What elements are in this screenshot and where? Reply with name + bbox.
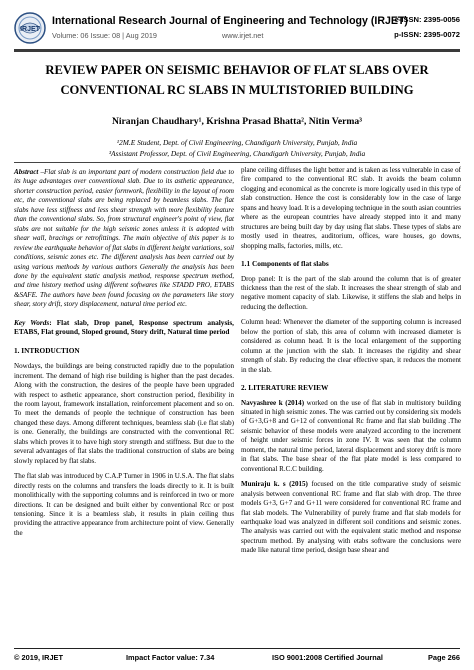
journal-header [14, 12, 460, 46]
journal-logo [14, 12, 46, 44]
title-line-2: CONVENTIONAL RC SLABS IN MULTISTORIED BUILDING [60, 83, 414, 97]
literature-entry-1-text: worked on the use of flat slab in multistory building situated in high seismic zones. The was carried out by considering six models of G+3,G+8 and G+12 of conventional Rc frame and flat slab building .The seismic behavior of these models were analyzed according to the increment of height under seismic forces in zone IV. It was seen that the column moment, the natural time period, lateral displacement and storey drift is more in flat slabs. The base shear of the flat plate model is less compared to conventional R.C.C building. [241, 398, 461, 473]
footer-iso-certification: ISO 9001:2008 Certified Journal [272, 653, 383, 662]
page-footer [14, 653, 460, 665]
literature-entry-2 [241, 480, 461, 556]
header-divider [14, 49, 460, 52]
footer-impact-factor: Impact Factor value: 7.34 [126, 653, 215, 662]
right-column [241, 166, 461, 562]
literature-entry-1 [241, 399, 461, 475]
intro-paragraph-1: Nowdays, the buildings are being constructed rapidly due to the population increment. The demand of high rise building is higher than the past decades. Along with the construction, the desires of the people have been upgraded with respect to asthetic appearance, short construction period, flexibility in the room layout, framework installation, reinforcement placement and so on. To meet the demands of people the technique of construction has been changed these days. Among different techniques, beamless slab (i.e flat slab) is one. Generally, the buildings are constructed with the conventional RC slabs which proves it to have high story strength and stiffness. But due to the several advantages of flat slabs the traditional construction of slabs are being slowly replaced by flat slabs. [14, 362, 234, 465]
column-head-paragraph: Column head: Whenever the diameter of the supporting column is increased below the portion of slab, this area of column with increased diameter is considered as column head. It is the local enlargement of the supporting column at the junction with the slab. It increases the rigidity and shear strength of slab. By reducing the clear effective span, it reduces the moment in the slab. [241, 318, 461, 374]
footer-divider [14, 648, 460, 649]
p-issn: p-ISSN: 2395-0072 [394, 30, 460, 39]
journal-website: www.irjet.net [222, 31, 264, 40]
title-line-1: REVIEW PAPER ON SEISMIC BEHAVIOR OF FLAT SLABS OVER [45, 63, 429, 77]
affiliation-2: ³Assistant Professor, Dept. of Civil Engineering, Chandigarh University, Punjab, India [108, 149, 366, 158]
literature-entry-2-text: focused on the title comparative study of seismic analysis between conventional RC frame and flat slab with drop. The three models G+3, G+7 and G+11 were considered for conventional RC frame and flat slab models. The Vulnerability of purely frame and flat slab models for earthquake load was analyzed in different soil conditions and seismic zones. The analysis was carried out with the equivalent static method and response spectrum method. By analysing with etabs software the conclusions were made like natural time period, design base shear and [241, 480, 461, 555]
author-list: Niranjan Chaudhary¹, Krishna Prasad Bhatta², Nitin Verma³ [111, 116, 363, 127]
abstract-text: –Flat slab is an important part of modern construction field due to its huge advantages over conventional slab. Due to its asthetic appearance, shorter construction period, easier formwork, flexibility in the layout of room etc, the conventional slabs are being replaced by beamless slabs. The flat slabs have less stiffness and less shear strength with more flexibility feature than the conventional slabs. So, from structural engineer's point of view, flat slabs are not suitable for the high seismic zones unless it is adopted with shear wall, bracings or retrofittings. The main objective of this paper is to review the earthquake behavior of flat slabs in different height variations, soil conditions, seismic zones etc. The different analysis has been carried out by using various methods by various authors Generally the analysis has been done by the equivalent static analysis method, response spectrum method, and time history method using different softwares like STADD PRO, ETABS &SAFE. The authors have been found focusing on the parameters like story shear, story drift, story displacement, natural time period etc. [14, 168, 234, 309]
drop-panel-paragraph: Drop panel: It is the part of the slab around the column that is of greater thickness than the rest of the slab. It increases the shear strength of slab and negative moment capacity of slab. Likewise, it stiffens the slab and helps in reducing the deflection. [241, 274, 461, 311]
keywords-label: Key Words [14, 317, 50, 327]
footer-copyright: © 2019, IRJET [14, 653, 63, 662]
e-issn: e-ISSN: 2395-0056 [394, 15, 460, 24]
abstract-label: Abstract [14, 168, 39, 176]
intro-paragraph-continued: plane ceiling diffuses the light better and is taken as less vulnerable in case of fire compared to the conventional RC slab. It avoids the beam column clogging and economical as the concrete is more logically used in this type of slab construction. Hence the cost is considerably low in the case of large spans and heavy load. It is a developing technique in the south asian countries where as the european countries have already stepped into it and many structures are being built day by day using flat slabs. These types of slabs are mostly used in theatres, auditorium, offices, ware houses, go downs, shopping malls, factories, mills, etc. [241, 166, 461, 250]
journal-name: International Research Journal of Engineering and Technology (IRJET) [52, 15, 408, 27]
keywords [14, 318, 234, 337]
volume-issue: Volume: 06 Issue: 08 | Aug 2019 [52, 31, 157, 40]
paper-title [20, 60, 454, 100]
keywords-text: : Flat slab, Drop panel, Response spectrum analysis, ETABS, Flat ground, Sloped ground, Story drift, Natural time period [14, 317, 234, 337]
left-column [14, 168, 234, 544]
affiliation-1: ¹2M.E Student, Dept. of Civil Engineering, Chandigarh University, Punjab, India [116, 138, 358, 147]
footer-page-number: Page 266 [427, 653, 460, 662]
svg-text:IRJET: IRJET [20, 26, 40, 33]
section-heading-components: 1.1 Components of flat slabs [241, 259, 329, 269]
intro-paragraph-2: The flat slab was introduced by C.A.P Turner in 1906 in U.S.A. The flat slabs directly rests on the columns and transfers the loads directly to it. It is built monolithically with the supporting columns and is reinforced in two or more directions. It can be designed and built either by conventional Rcc or post tensioning. Since it is a beamless slab, it results in plain ceiling thus providing the attractive appearance from architecture point of view. Generally the [14, 472, 234, 537]
section-heading-literature-review: 2. LITERATURE REVIEW [241, 383, 329, 393]
literature-entry-1-author: Navyashree k (2014) [241, 398, 305, 407]
affiliation-divider [14, 162, 460, 163]
abstract [14, 168, 234, 310]
literature-entry-2-author: Muniraju k. s (2015) [241, 480, 308, 489]
section-heading-introduction: 1. INTRODUCTION [14, 345, 80, 355]
